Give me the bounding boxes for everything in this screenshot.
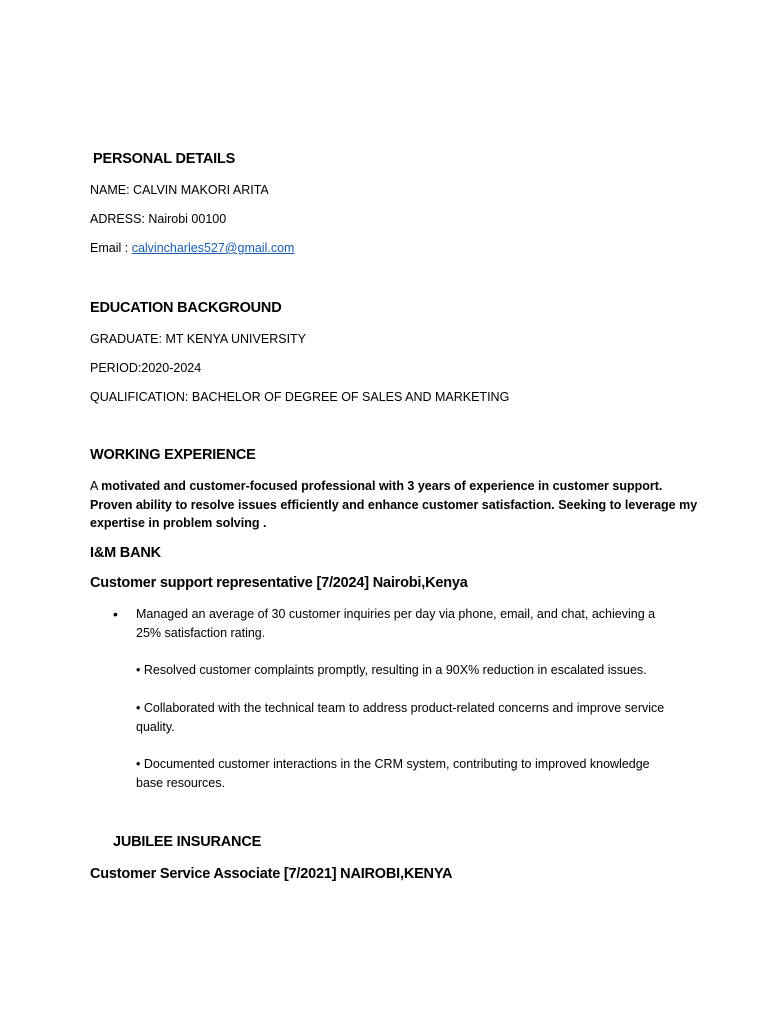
job-title: Customer support representative [7/2024] Nairobi,Kenya bbox=[90, 575, 468, 591]
bullet-1-line-1: Managed an average of 30 customer inquiries per day via phone, email, and chat, achieving a bbox=[136, 607, 656, 621]
qualification-line: QUALIFICATION: BACHELOR OF DEGREE OF SALES AND MARKETING bbox=[90, 390, 510, 404]
bullet-4-line-1: • Documented customer interactions in the CRM system, contributing to improved knowledge bbox=[136, 757, 650, 771]
bullet-1-line-2: 25% satisfaction rating. bbox=[136, 626, 266, 640]
summary-line-1 bbox=[90, 479, 662, 493]
graduate-line: GRADUATE: MT KENYA UNIVERSITY bbox=[90, 332, 307, 346]
bullet-4-line-2: base resources. bbox=[136, 776, 225, 790]
bullet-2-line-1: • Resolved customer complaints promptly, resulting in a 90X% reduction in escalated issues. bbox=[136, 663, 647, 677]
summary-prefix: A bbox=[90, 479, 102, 493]
email-label: Email : bbox=[90, 241, 132, 255]
education-heading: EDUCATION BACKGROUND bbox=[90, 300, 282, 316]
email-line bbox=[90, 241, 294, 255]
experience-heading: WORKING EXPERIENCE bbox=[90, 447, 256, 463]
summary-line-3: expertise in problem solving . bbox=[90, 516, 267, 530]
company-name: JUBILEE INSURANCE bbox=[113, 834, 262, 850]
bullet-marker: • bbox=[113, 606, 118, 622]
company-name: I&M BANK bbox=[90, 545, 161, 561]
bullet-3-line-1: • Collaborated with the technical team to address product-related concerns and improve service bbox=[136, 701, 665, 715]
summary-line-2: Proven ability to resolve issues efficiently and enhance customer satisfaction. Seeking to leverage my bbox=[90, 498, 698, 512]
summary-text-1: motivated and customer-focused professional with 3 years of experience in customer support. bbox=[101, 479, 663, 493]
job-title: Customer Service Associate [7/2021] NAIROBI,KENYA bbox=[90, 866, 453, 882]
address-line: ADRESS: Nairobi 00100 bbox=[90, 212, 227, 226]
personal-details-heading: PERSONAL DETAILS bbox=[93, 151, 236, 167]
name-line: NAME: CALVIN MAKORI ARITA bbox=[90, 183, 269, 197]
bullet-3-line-2: quality. bbox=[136, 720, 175, 734]
email-link[interactable]: calvincharles527@gmail.com bbox=[131, 241, 295, 255]
period-line: PERIOD:2020-2024 bbox=[90, 361, 202, 375]
